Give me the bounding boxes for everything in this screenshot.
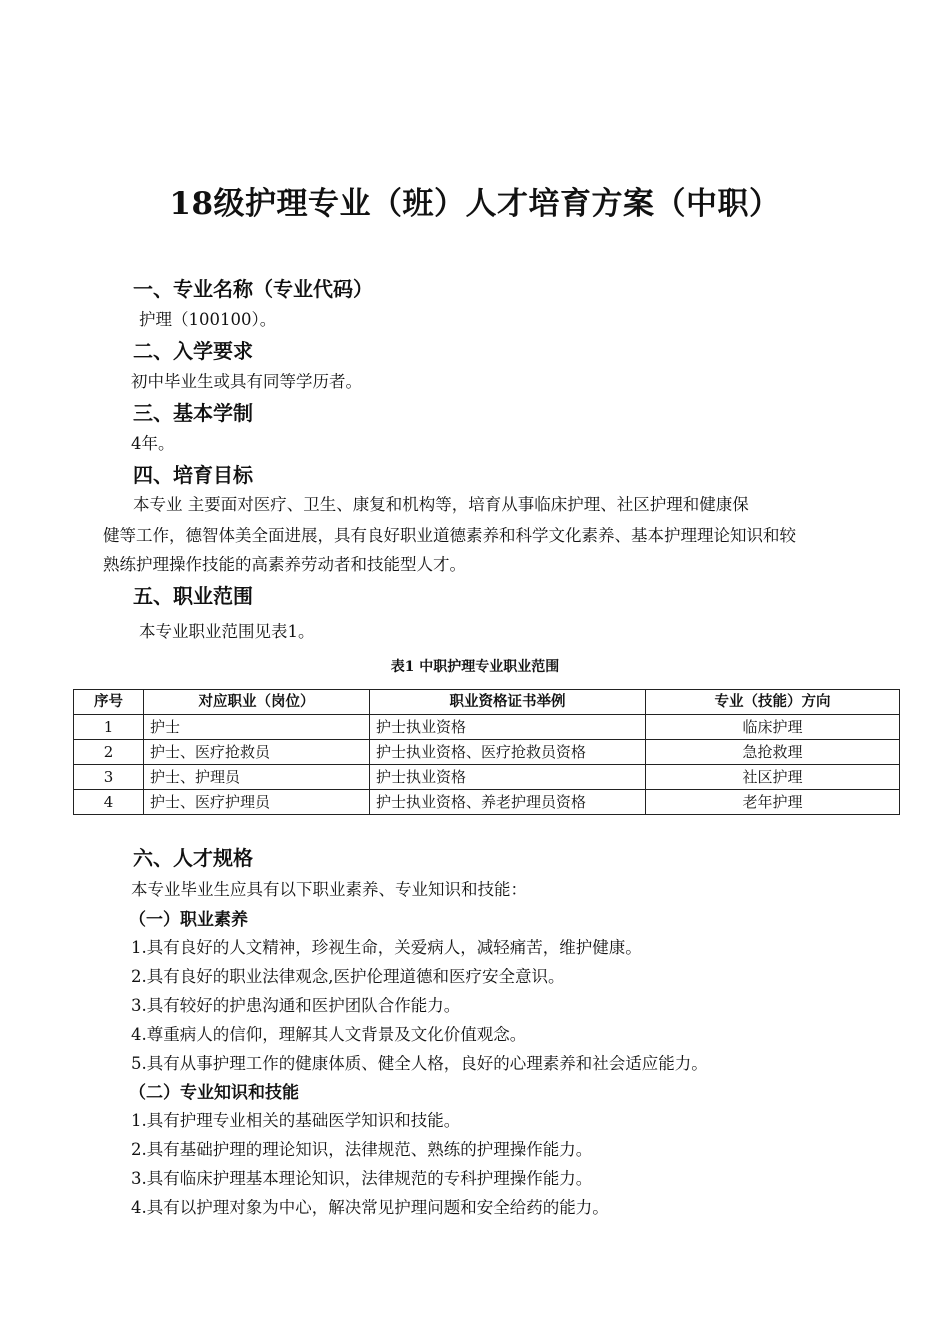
table-row bbox=[74, 715, 900, 740]
talent-spec-intro: 本专业毕业生应具有以下职业素养、专业知识和技能： bbox=[131, 880, 527, 899]
cell-occupation: 护士、护理员 bbox=[144, 765, 370, 790]
table-header-row bbox=[74, 690, 900, 715]
subheading-professional-quality: （一）职业素养 bbox=[129, 910, 248, 930]
cell-occupation: 护士、医疗抢救员 bbox=[144, 740, 370, 765]
cell-direction: 临床护理 bbox=[646, 715, 900, 740]
table-row bbox=[74, 790, 900, 815]
cell-direction: 老年护理 bbox=[646, 790, 900, 815]
quality-item: 2.具有良好的职业法律观念,医护伦理道德和医疗安全意识。 bbox=[131, 967, 565, 986]
quality-item: 3.具有较好的护患沟通和医护团队合作能力。 bbox=[131, 996, 461, 1015]
career-scope-table bbox=[73, 689, 900, 815]
section-heading-talent-spec: 六、人才规格 bbox=[133, 846, 253, 870]
cell-certificate: 护士执业资格、医疗抢救员资格 bbox=[370, 740, 646, 765]
cell-direction: 社区护理 bbox=[646, 765, 900, 790]
skill-item: 2.具有基础护理的理论知识，法律规范、熟练的护理操作能力。 bbox=[131, 1140, 593, 1159]
table-row bbox=[74, 740, 900, 765]
cell-occupation: 护士、医疗护理员 bbox=[144, 790, 370, 815]
goal-line-1: 本专业 主要面对医疗、卫生、康复和机构等，培育从事临床护理、社区护理和健康保 bbox=[133, 495, 749, 514]
section-heading-duration: 三、基本学制 bbox=[133, 401, 253, 425]
table-caption: 表1 中职护理专业职业范围 bbox=[390, 659, 560, 675]
cell-occupation: 护士 bbox=[144, 715, 370, 740]
cell-certificate: 护士执业资格 bbox=[370, 715, 646, 740]
section-heading-name: 一、专业名称（专业代码） bbox=[133, 277, 373, 301]
header-certificate: 职业资格证书举例 bbox=[370, 690, 646, 715]
skill-item: 3.具有临床护理基本理论知识，法律规范的专科护理操作能力。 bbox=[131, 1169, 593, 1188]
cell-index: 2 bbox=[74, 740, 144, 765]
section-heading-goal: 四、培育目标 bbox=[133, 463, 253, 487]
header-occupation: 对应职业（岗位） bbox=[144, 690, 370, 715]
cell-index: 4 bbox=[74, 790, 144, 815]
cell-certificate: 护士执业资格 bbox=[370, 765, 646, 790]
section-heading-career-scope: 五、职业范围 bbox=[133, 584, 253, 608]
section-body-name: 护理（100100）。 bbox=[139, 310, 277, 329]
goal-line-2: 健等工作，德智体美全面进展，具有良好职业道德素养和科学文化素养、基本护理理论知识和较 bbox=[103, 526, 796, 545]
skill-item: 4.具有以护理对象为中心，解决常见护理问题和安全给药的能力。 bbox=[131, 1198, 609, 1217]
cell-index: 3 bbox=[74, 765, 144, 790]
cell-index: 1 bbox=[74, 715, 144, 740]
table-row bbox=[74, 765, 900, 790]
document-title: 18级护理专业（班）人才培育方案（中职） bbox=[169, 186, 781, 222]
quality-item: 4.尊重病人的信仰，理解其人文背景及文化价值观念。 bbox=[131, 1025, 527, 1044]
subheading-knowledge-skills: （二）专业知识和技能 bbox=[129, 1083, 299, 1103]
header-direction: 专业（技能）方向 bbox=[646, 690, 900, 715]
header-index: 序号 bbox=[74, 690, 144, 715]
section-body-admission: 初中毕业生或具有同等学历者。 bbox=[131, 372, 362, 391]
cell-certificate: 护士执业资格、养老护理员资格 bbox=[370, 790, 646, 815]
cell-direction: 急抢救理 bbox=[646, 740, 900, 765]
quality-item: 5.具有从事护理工作的健康体质、健全人格，良好的心理素养和社会适应能力。 bbox=[131, 1054, 708, 1073]
section-heading-admission: 二、入学要求 bbox=[133, 339, 253, 363]
goal-line-3: 熟练护理操作技能的高素养劳动者和技能型人才。 bbox=[103, 555, 466, 574]
section-body-duration: 4年。 bbox=[131, 434, 175, 453]
section-body-career-scope: 本专业职业范围见表1。 bbox=[139, 622, 315, 641]
skill-item: 1.具有护理专业相关的基础医学知识和技能。 bbox=[131, 1111, 461, 1130]
quality-item: 1.具有良好的人文精神，珍视生命，关爱病人，减轻痛苦，维护健康。 bbox=[131, 938, 642, 957]
